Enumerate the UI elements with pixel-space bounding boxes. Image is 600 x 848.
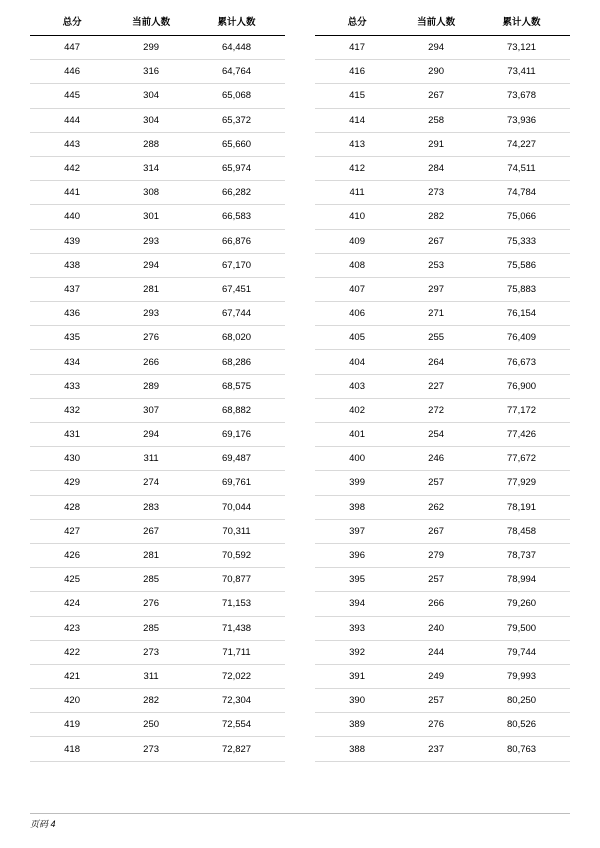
table-row bbox=[30, 277, 285, 301]
cell-cumulative-count: 74,511 bbox=[473, 156, 570, 180]
cell-total-score: 417 bbox=[315, 36, 399, 60]
cell-total-score: 419 bbox=[30, 713, 114, 737]
cell-total-score: 427 bbox=[30, 519, 114, 543]
cell-cumulative-count: 71,438 bbox=[188, 616, 285, 640]
cell-cumulative-count: 77,426 bbox=[473, 423, 570, 447]
cell-cumulative-count: 64,448 bbox=[188, 36, 285, 60]
cell-cumulative-count: 65,068 bbox=[188, 84, 285, 108]
cell-current-count: 281 bbox=[114, 543, 188, 567]
cell-current-count: 273 bbox=[114, 640, 188, 664]
cell-total-score: 413 bbox=[315, 132, 399, 156]
cell-total-score: 428 bbox=[30, 495, 114, 519]
cell-cumulative-count: 78,994 bbox=[473, 568, 570, 592]
cell-total-score: 405 bbox=[315, 326, 399, 350]
cell-total-score: 430 bbox=[30, 447, 114, 471]
cell-total-score: 396 bbox=[315, 543, 399, 567]
cell-current-count: 255 bbox=[399, 326, 473, 350]
cell-cumulative-count: 70,044 bbox=[188, 495, 285, 519]
cell-current-count: 294 bbox=[114, 423, 188, 447]
table-row bbox=[315, 108, 570, 132]
cell-total-score: 422 bbox=[30, 640, 114, 664]
cell-cumulative-count: 66,876 bbox=[188, 229, 285, 253]
cell-cumulative-count: 75,066 bbox=[473, 205, 570, 229]
cell-total-score: 411 bbox=[315, 181, 399, 205]
table-row bbox=[315, 519, 570, 543]
table-row bbox=[30, 108, 285, 132]
cell-cumulative-count: 67,451 bbox=[188, 277, 285, 301]
cell-cumulative-count: 76,900 bbox=[473, 374, 570, 398]
cell-cumulative-count: 68,882 bbox=[188, 398, 285, 422]
table-row bbox=[315, 471, 570, 495]
cell-cumulative-count: 65,974 bbox=[188, 156, 285, 180]
cell-current-count: 266 bbox=[114, 350, 188, 374]
cell-total-score: 410 bbox=[315, 205, 399, 229]
cell-current-count: 257 bbox=[399, 568, 473, 592]
cell-current-count: 308 bbox=[114, 181, 188, 205]
cell-current-count: 273 bbox=[114, 737, 188, 761]
cell-current-count: 267 bbox=[399, 84, 473, 108]
cell-cumulative-count: 77,929 bbox=[473, 471, 570, 495]
table-body-right bbox=[315, 36, 570, 762]
cell-cumulative-count: 77,172 bbox=[473, 398, 570, 422]
cell-total-score: 437 bbox=[30, 277, 114, 301]
table-row bbox=[30, 181, 285, 205]
cell-current-count: 293 bbox=[114, 229, 188, 253]
cell-total-score: 436 bbox=[30, 302, 114, 326]
cell-total-score: 400 bbox=[315, 447, 399, 471]
column-header-total-score: 总分 bbox=[315, 10, 399, 36]
cell-cumulative-count: 69,176 bbox=[188, 423, 285, 447]
table-row bbox=[315, 664, 570, 688]
page-number-label: 页码 4 bbox=[30, 819, 56, 829]
cell-current-count: 274 bbox=[114, 471, 188, 495]
cell-total-score: 416 bbox=[315, 60, 399, 84]
table-row bbox=[315, 60, 570, 84]
table-row bbox=[315, 277, 570, 301]
cell-cumulative-count: 65,660 bbox=[188, 132, 285, 156]
cell-total-score: 440 bbox=[30, 205, 114, 229]
table-row bbox=[30, 495, 285, 519]
table-row bbox=[30, 616, 285, 640]
score-table-left bbox=[30, 10, 285, 762]
cell-current-count: 267 bbox=[114, 519, 188, 543]
table-row bbox=[315, 326, 570, 350]
cell-cumulative-count: 75,586 bbox=[473, 253, 570, 277]
cell-current-count: 262 bbox=[399, 495, 473, 519]
cell-total-score: 429 bbox=[30, 471, 114, 495]
table-row bbox=[315, 84, 570, 108]
table-row bbox=[315, 592, 570, 616]
cell-current-count: 267 bbox=[399, 229, 473, 253]
table-row bbox=[315, 713, 570, 737]
cell-current-count: 293 bbox=[114, 302, 188, 326]
table-header-row bbox=[30, 10, 285, 36]
table-row bbox=[30, 84, 285, 108]
cell-current-count: 246 bbox=[399, 447, 473, 471]
cell-total-score: 444 bbox=[30, 108, 114, 132]
table-row bbox=[30, 592, 285, 616]
cell-cumulative-count: 74,227 bbox=[473, 132, 570, 156]
table-row bbox=[315, 423, 570, 447]
cell-total-score: 402 bbox=[315, 398, 399, 422]
table-row bbox=[30, 350, 285, 374]
table-row bbox=[30, 423, 285, 447]
cell-current-count: 282 bbox=[399, 205, 473, 229]
cell-cumulative-count: 75,333 bbox=[473, 229, 570, 253]
cell-total-score: 414 bbox=[315, 108, 399, 132]
cell-current-count: 227 bbox=[399, 374, 473, 398]
table-row bbox=[315, 398, 570, 422]
table-row bbox=[30, 326, 285, 350]
cell-cumulative-count: 66,282 bbox=[188, 181, 285, 205]
cell-current-count: 284 bbox=[399, 156, 473, 180]
table-row bbox=[30, 156, 285, 180]
table-row bbox=[315, 156, 570, 180]
cell-current-count: 304 bbox=[114, 108, 188, 132]
column-header-cumulative-count: 累计人数 bbox=[473, 10, 570, 36]
cell-total-score: 395 bbox=[315, 568, 399, 592]
cell-cumulative-count: 71,153 bbox=[188, 592, 285, 616]
cell-cumulative-count: 73,121 bbox=[473, 36, 570, 60]
cell-total-score: 442 bbox=[30, 156, 114, 180]
cell-total-score: 388 bbox=[315, 737, 399, 761]
table-row bbox=[315, 374, 570, 398]
cell-current-count: 253 bbox=[399, 253, 473, 277]
table-row bbox=[315, 737, 570, 761]
cell-current-count: 311 bbox=[114, 664, 188, 688]
table-row bbox=[30, 205, 285, 229]
cell-current-count: 289 bbox=[114, 374, 188, 398]
table-row bbox=[315, 543, 570, 567]
cell-total-score: 408 bbox=[315, 253, 399, 277]
cell-current-count: 290 bbox=[399, 60, 473, 84]
table-row bbox=[315, 181, 570, 205]
table-row bbox=[30, 374, 285, 398]
cell-cumulative-count: 78,191 bbox=[473, 495, 570, 519]
cell-total-score: 390 bbox=[315, 689, 399, 713]
table-row bbox=[315, 495, 570, 519]
cell-current-count: 283 bbox=[114, 495, 188, 519]
cell-total-score: 423 bbox=[30, 616, 114, 640]
cell-current-count: 276 bbox=[399, 713, 473, 737]
cell-cumulative-count: 76,154 bbox=[473, 302, 570, 326]
cell-cumulative-count: 74,784 bbox=[473, 181, 570, 205]
table-row bbox=[315, 447, 570, 471]
table-body-left bbox=[30, 36, 285, 762]
cell-cumulative-count: 79,500 bbox=[473, 616, 570, 640]
cell-total-score: 401 bbox=[315, 423, 399, 447]
table-row bbox=[30, 519, 285, 543]
cell-cumulative-count: 78,458 bbox=[473, 519, 570, 543]
cell-cumulative-count: 76,673 bbox=[473, 350, 570, 374]
cell-current-count: 291 bbox=[399, 132, 473, 156]
table-header-row bbox=[315, 10, 570, 36]
cell-total-score: 407 bbox=[315, 277, 399, 301]
cell-cumulative-count: 70,877 bbox=[188, 568, 285, 592]
cell-total-score: 403 bbox=[315, 374, 399, 398]
table-row bbox=[315, 302, 570, 326]
column-header-current-count: 当前人数 bbox=[114, 10, 188, 36]
table-row bbox=[315, 568, 570, 592]
table-row bbox=[30, 447, 285, 471]
table-row bbox=[30, 543, 285, 567]
cell-cumulative-count: 70,311 bbox=[188, 519, 285, 543]
cell-current-count: 258 bbox=[399, 108, 473, 132]
cell-cumulative-count: 72,304 bbox=[188, 689, 285, 713]
cell-current-count: 249 bbox=[399, 664, 473, 688]
cell-current-count: 301 bbox=[114, 205, 188, 229]
cell-cumulative-count: 69,761 bbox=[188, 471, 285, 495]
table-row bbox=[315, 689, 570, 713]
cell-total-score: 433 bbox=[30, 374, 114, 398]
cell-current-count: 276 bbox=[114, 326, 188, 350]
cell-cumulative-count: 65,372 bbox=[188, 108, 285, 132]
table-row bbox=[30, 689, 285, 713]
cell-total-score: 421 bbox=[30, 664, 114, 688]
cell-total-score: 438 bbox=[30, 253, 114, 277]
table-row bbox=[30, 60, 285, 84]
cell-current-count: 294 bbox=[114, 253, 188, 277]
cell-current-count: 279 bbox=[399, 543, 473, 567]
table-row bbox=[315, 205, 570, 229]
table-row bbox=[30, 664, 285, 688]
cell-total-score: 394 bbox=[315, 592, 399, 616]
table-row bbox=[315, 253, 570, 277]
cell-current-count: 307 bbox=[114, 398, 188, 422]
table-row bbox=[30, 737, 285, 761]
cell-current-count: 288 bbox=[114, 132, 188, 156]
cell-cumulative-count: 73,678 bbox=[473, 84, 570, 108]
cell-cumulative-count: 68,020 bbox=[188, 326, 285, 350]
cell-total-score: 389 bbox=[315, 713, 399, 737]
cell-current-count: 299 bbox=[114, 36, 188, 60]
table-row bbox=[315, 132, 570, 156]
cell-cumulative-count: 66,583 bbox=[188, 205, 285, 229]
cell-current-count: 297 bbox=[399, 277, 473, 301]
cell-cumulative-count: 68,286 bbox=[188, 350, 285, 374]
cell-cumulative-count: 72,827 bbox=[188, 737, 285, 761]
table-row bbox=[315, 616, 570, 640]
score-table-right bbox=[315, 10, 570, 762]
cell-total-score: 424 bbox=[30, 592, 114, 616]
table-row bbox=[30, 302, 285, 326]
table-row bbox=[30, 253, 285, 277]
cell-total-score: 393 bbox=[315, 616, 399, 640]
table-row bbox=[30, 229, 285, 253]
cell-cumulative-count: 72,554 bbox=[188, 713, 285, 737]
table-row bbox=[315, 640, 570, 664]
cell-cumulative-count: 67,744 bbox=[188, 302, 285, 326]
cell-current-count: 257 bbox=[399, 689, 473, 713]
cell-total-score: 404 bbox=[315, 350, 399, 374]
cell-total-score: 398 bbox=[315, 495, 399, 519]
cell-cumulative-count: 71,711 bbox=[188, 640, 285, 664]
cell-total-score: 406 bbox=[315, 302, 399, 326]
table-row bbox=[30, 640, 285, 664]
column-header-total-score: 总分 bbox=[30, 10, 114, 36]
cell-cumulative-count: 77,672 bbox=[473, 447, 570, 471]
table-row bbox=[315, 229, 570, 253]
cell-current-count: 311 bbox=[114, 447, 188, 471]
table-row bbox=[30, 713, 285, 737]
cell-current-count: 264 bbox=[399, 350, 473, 374]
cell-cumulative-count: 80,250 bbox=[473, 689, 570, 713]
cell-cumulative-count: 79,993 bbox=[473, 664, 570, 688]
cell-cumulative-count: 75,883 bbox=[473, 277, 570, 301]
cell-current-count: 304 bbox=[114, 84, 188, 108]
cell-current-count: 294 bbox=[399, 36, 473, 60]
cell-total-score: 432 bbox=[30, 398, 114, 422]
cell-cumulative-count: 76,409 bbox=[473, 326, 570, 350]
cell-cumulative-count: 72,022 bbox=[188, 664, 285, 688]
cell-total-score: 447 bbox=[30, 36, 114, 60]
table-row bbox=[30, 132, 285, 156]
cell-current-count: 276 bbox=[114, 592, 188, 616]
cell-current-count: 285 bbox=[114, 568, 188, 592]
cell-current-count: 257 bbox=[399, 471, 473, 495]
cell-current-count: 316 bbox=[114, 60, 188, 84]
column-header-cumulative-count: 累计人数 bbox=[188, 10, 285, 36]
cell-current-count: 254 bbox=[399, 423, 473, 447]
cell-cumulative-count: 68,575 bbox=[188, 374, 285, 398]
cell-current-count: 240 bbox=[399, 616, 473, 640]
cell-total-score: 412 bbox=[315, 156, 399, 180]
cell-total-score: 397 bbox=[315, 519, 399, 543]
table-row bbox=[315, 36, 570, 60]
table-row bbox=[30, 398, 285, 422]
footer-divider bbox=[30, 813, 570, 814]
cell-current-count: 267 bbox=[399, 519, 473, 543]
cell-current-count: 266 bbox=[399, 592, 473, 616]
cell-cumulative-count: 80,763 bbox=[473, 737, 570, 761]
cell-total-score: 431 bbox=[30, 423, 114, 447]
cell-current-count: 272 bbox=[399, 398, 473, 422]
cell-total-score: 399 bbox=[315, 471, 399, 495]
cell-cumulative-count: 67,170 bbox=[188, 253, 285, 277]
right-column-table bbox=[315, 10, 570, 762]
cell-cumulative-count: 64,764 bbox=[188, 60, 285, 84]
cell-current-count: 250 bbox=[114, 713, 188, 737]
cell-cumulative-count: 79,260 bbox=[473, 592, 570, 616]
cell-total-score: 391 bbox=[315, 664, 399, 688]
cell-cumulative-count: 78,737 bbox=[473, 543, 570, 567]
cell-total-score: 443 bbox=[30, 132, 114, 156]
cell-total-score: 439 bbox=[30, 229, 114, 253]
table-row bbox=[30, 36, 285, 60]
cell-total-score: 441 bbox=[30, 181, 114, 205]
cell-current-count: 281 bbox=[114, 277, 188, 301]
cell-total-score: 425 bbox=[30, 568, 114, 592]
score-distribution-tables bbox=[30, 10, 570, 762]
cell-total-score: 445 bbox=[30, 84, 114, 108]
cell-total-score: 418 bbox=[30, 737, 114, 761]
table-row bbox=[30, 471, 285, 495]
cell-cumulative-count: 73,936 bbox=[473, 108, 570, 132]
cell-total-score: 420 bbox=[30, 689, 114, 713]
cell-total-score: 409 bbox=[315, 229, 399, 253]
cell-current-count: 314 bbox=[114, 156, 188, 180]
cell-cumulative-count: 69,487 bbox=[188, 447, 285, 471]
cell-current-count: 271 bbox=[399, 302, 473, 326]
cell-total-score: 415 bbox=[315, 84, 399, 108]
table-row bbox=[315, 350, 570, 374]
cell-cumulative-count: 73,411 bbox=[473, 60, 570, 84]
cell-total-score: 446 bbox=[30, 60, 114, 84]
table-row bbox=[30, 568, 285, 592]
cell-current-count: 285 bbox=[114, 616, 188, 640]
cell-total-score: 392 bbox=[315, 640, 399, 664]
cell-cumulative-count: 80,526 bbox=[473, 713, 570, 737]
column-header-current-count: 当前人数 bbox=[399, 10, 473, 36]
cell-total-score: 435 bbox=[30, 326, 114, 350]
cell-total-score: 426 bbox=[30, 543, 114, 567]
cell-total-score: 434 bbox=[30, 350, 114, 374]
cell-current-count: 237 bbox=[399, 737, 473, 761]
left-column-table bbox=[30, 10, 285, 762]
cell-cumulative-count: 79,744 bbox=[473, 640, 570, 664]
cell-cumulative-count: 70,592 bbox=[188, 543, 285, 567]
cell-current-count: 244 bbox=[399, 640, 473, 664]
cell-current-count: 282 bbox=[114, 689, 188, 713]
cell-current-count: 273 bbox=[399, 181, 473, 205]
